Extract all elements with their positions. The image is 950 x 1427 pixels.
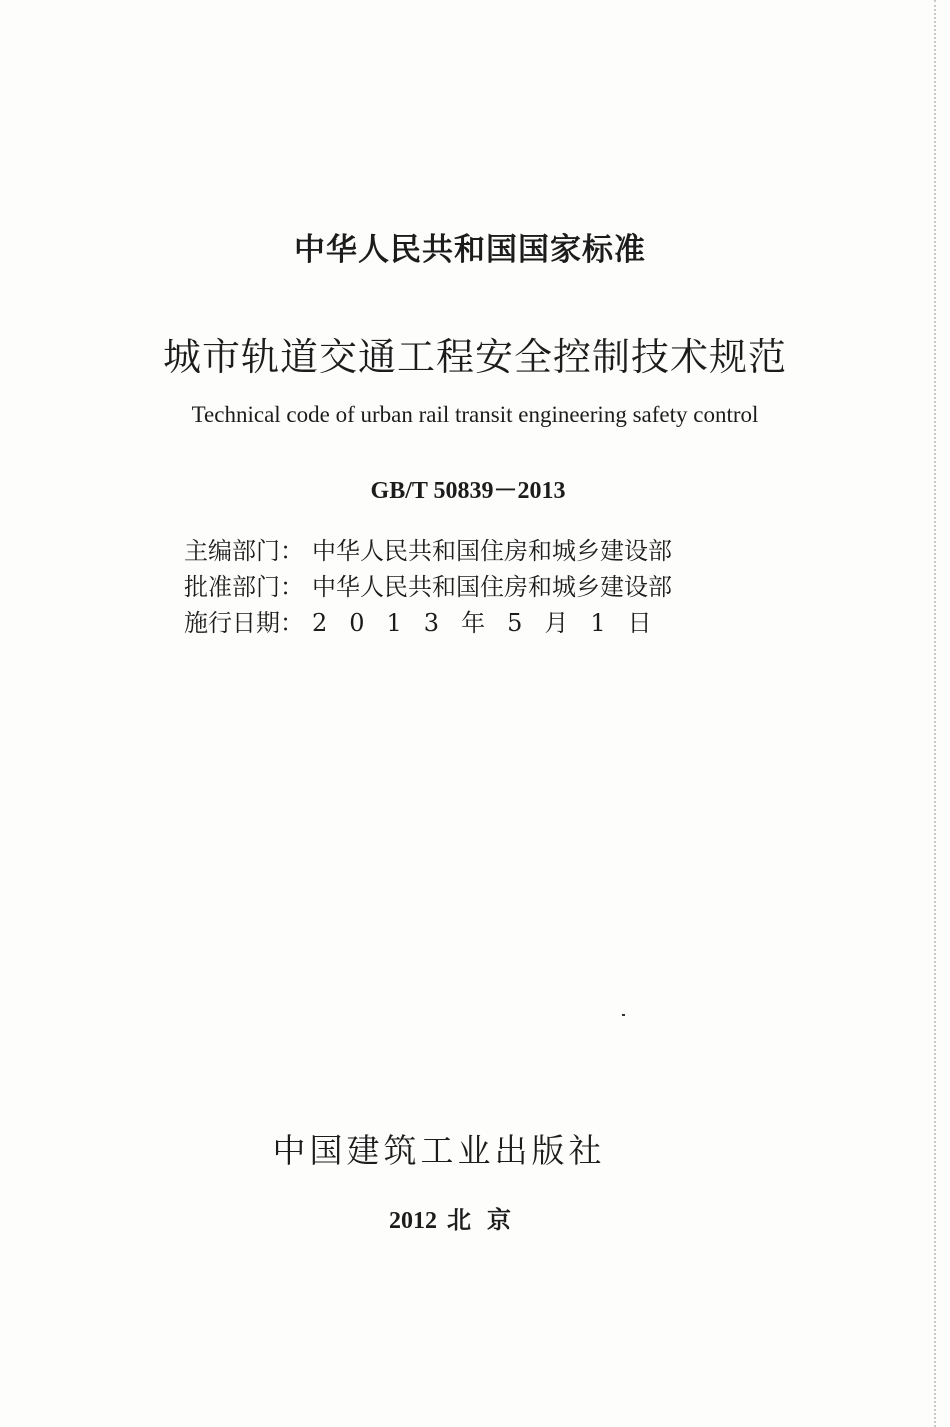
imprint-line bbox=[0, 1200, 933, 1235]
page-edge-divider bbox=[934, 0, 936, 1427]
print-speck bbox=[622, 1014, 625, 1016]
approver-row bbox=[184, 569, 674, 605]
effective-date-value: 2013年5月1日 bbox=[312, 609, 674, 637]
effective-date-label: 施行日期： bbox=[184, 609, 304, 637]
editor-value: 中华人民共和国住房和城乡建设部 bbox=[312, 537, 672, 565]
document-info-block bbox=[184, 533, 674, 641]
imprint-year: 2012 bbox=[389, 1208, 437, 1234]
imprint-city: 北京 bbox=[447, 1208, 527, 1234]
document-title-chinese: 城市轨道交通工程安全控制技术规范 bbox=[162, 335, 787, 379]
editor-label: 主编部门： bbox=[184, 537, 304, 565]
standard-type-heading: 中华人民共和国国家标准 bbox=[294, 232, 646, 268]
standard-code: GB/T 50839－2013 bbox=[370, 478, 566, 504]
editor-row bbox=[184, 533, 674, 569]
document-title-english: Technical code of urban rail transit engineering safety control bbox=[191, 402, 759, 427]
approver-value: 中华人民共和国住房和城乡建设部 bbox=[312, 573, 672, 601]
approver-label: 批准部门： bbox=[184, 573, 304, 601]
effective-date-row bbox=[184, 605, 674, 641]
publisher-name: 中国建筑工业出版社 bbox=[272, 1131, 606, 1170]
